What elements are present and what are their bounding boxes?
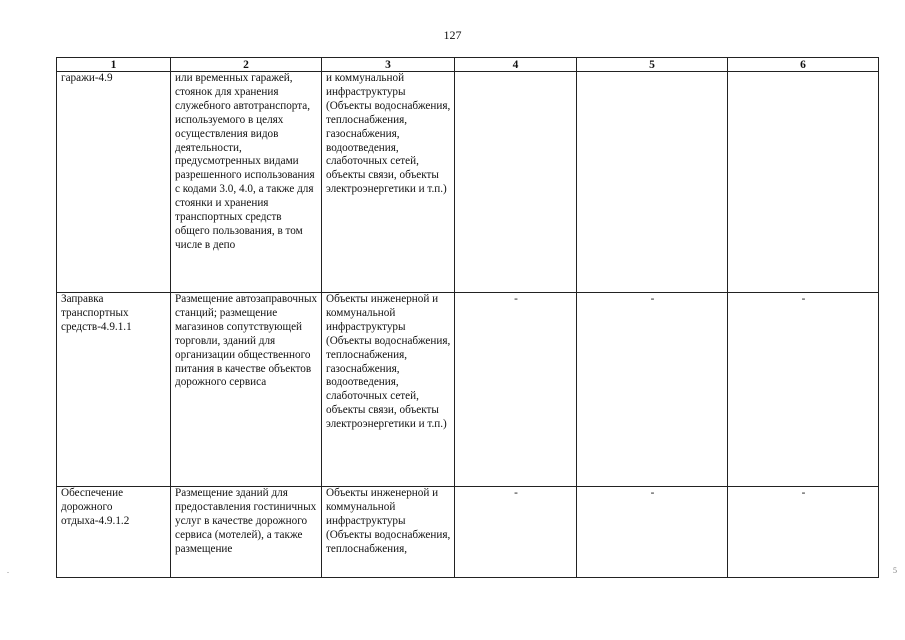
zoning-table: [56, 57, 879, 578]
row-3-col-4: -: [455, 487, 577, 578]
row-1-description: или временных гаражей, стоянок для хранения служебного автотранспорта, используемого в целях осуществления видов деятельности, предусмотренных видами разрешенного использования с кодами 3.0, 4.0, а также для стоянки и хранения транспортных средств общего пользования, в том числе в депо: [171, 72, 322, 293]
row-2-description: Размещение автозаправочных станций; размещение магазинов сопутствующей торговли, зданий для организации общественного питания в качестве объектов дорожного сервиса: [171, 293, 322, 487]
right-edge-mark: 5: [893, 566, 897, 575]
row-3-infrastructure: Объекты инженерной и коммунальной инфраструктуры (Объекты водоснабжения, теплоснабжения,: [322, 487, 455, 578]
row-1-col-5: [577, 72, 728, 293]
row-2-col-5: -: [577, 293, 728, 487]
row-2-land-use-type: Заправка транспортных средств-4.9.1.1: [57, 293, 171, 487]
header-col-6: 6: [728, 58, 879, 72]
row-1-land-use-type: гаражи-4.9: [57, 72, 171, 293]
header-col-1: 1: [57, 58, 171, 72]
table-row: [57, 72, 879, 293]
table-row: [57, 293, 879, 487]
header-col-3: 3: [322, 58, 455, 72]
page-number: 127: [443, 28, 462, 42]
left-edge-mark: .: [7, 566, 9, 575]
row-3-col-6: -: [728, 487, 879, 578]
header-col-2: 2: [171, 58, 322, 72]
row-1-infrastructure: и коммунальной инфраструктуры (Объекты водоснабжения, теплоснабжения, газоснабжения, водоотведения, слаботочных сетей, объекты связи, объекты электроэнергетики и т.п.): [322, 72, 455, 293]
row-1-col-4: [455, 72, 577, 293]
row-1-col-6: [728, 72, 879, 293]
row-2-col-6: -: [728, 293, 879, 487]
row-3-land-use-type: Обеспечение дорожного отдыха-4.9.1.2: [57, 487, 171, 578]
table-header-row: [57, 58, 879, 72]
table-row: [57, 487, 879, 578]
row-3-col-5: -: [577, 487, 728, 578]
header-col-4: 4: [455, 58, 577, 72]
row-2-col-4: -: [455, 293, 577, 487]
header-col-5: 5: [577, 58, 728, 72]
row-3-description: Размещение зданий для предоставления гостиничных услуг в качестве дорожного сервиса (мотелей), а также размещение: [171, 487, 322, 578]
row-2-infrastructure: Объекты инженерной и коммунальной инфраструктуры (Объекты водоснабжения, теплоснабжения, газоснабжения, водоотведения, слаботочных сетей, объекты связи, объекты электроэнергетики и т.п.): [322, 293, 455, 487]
